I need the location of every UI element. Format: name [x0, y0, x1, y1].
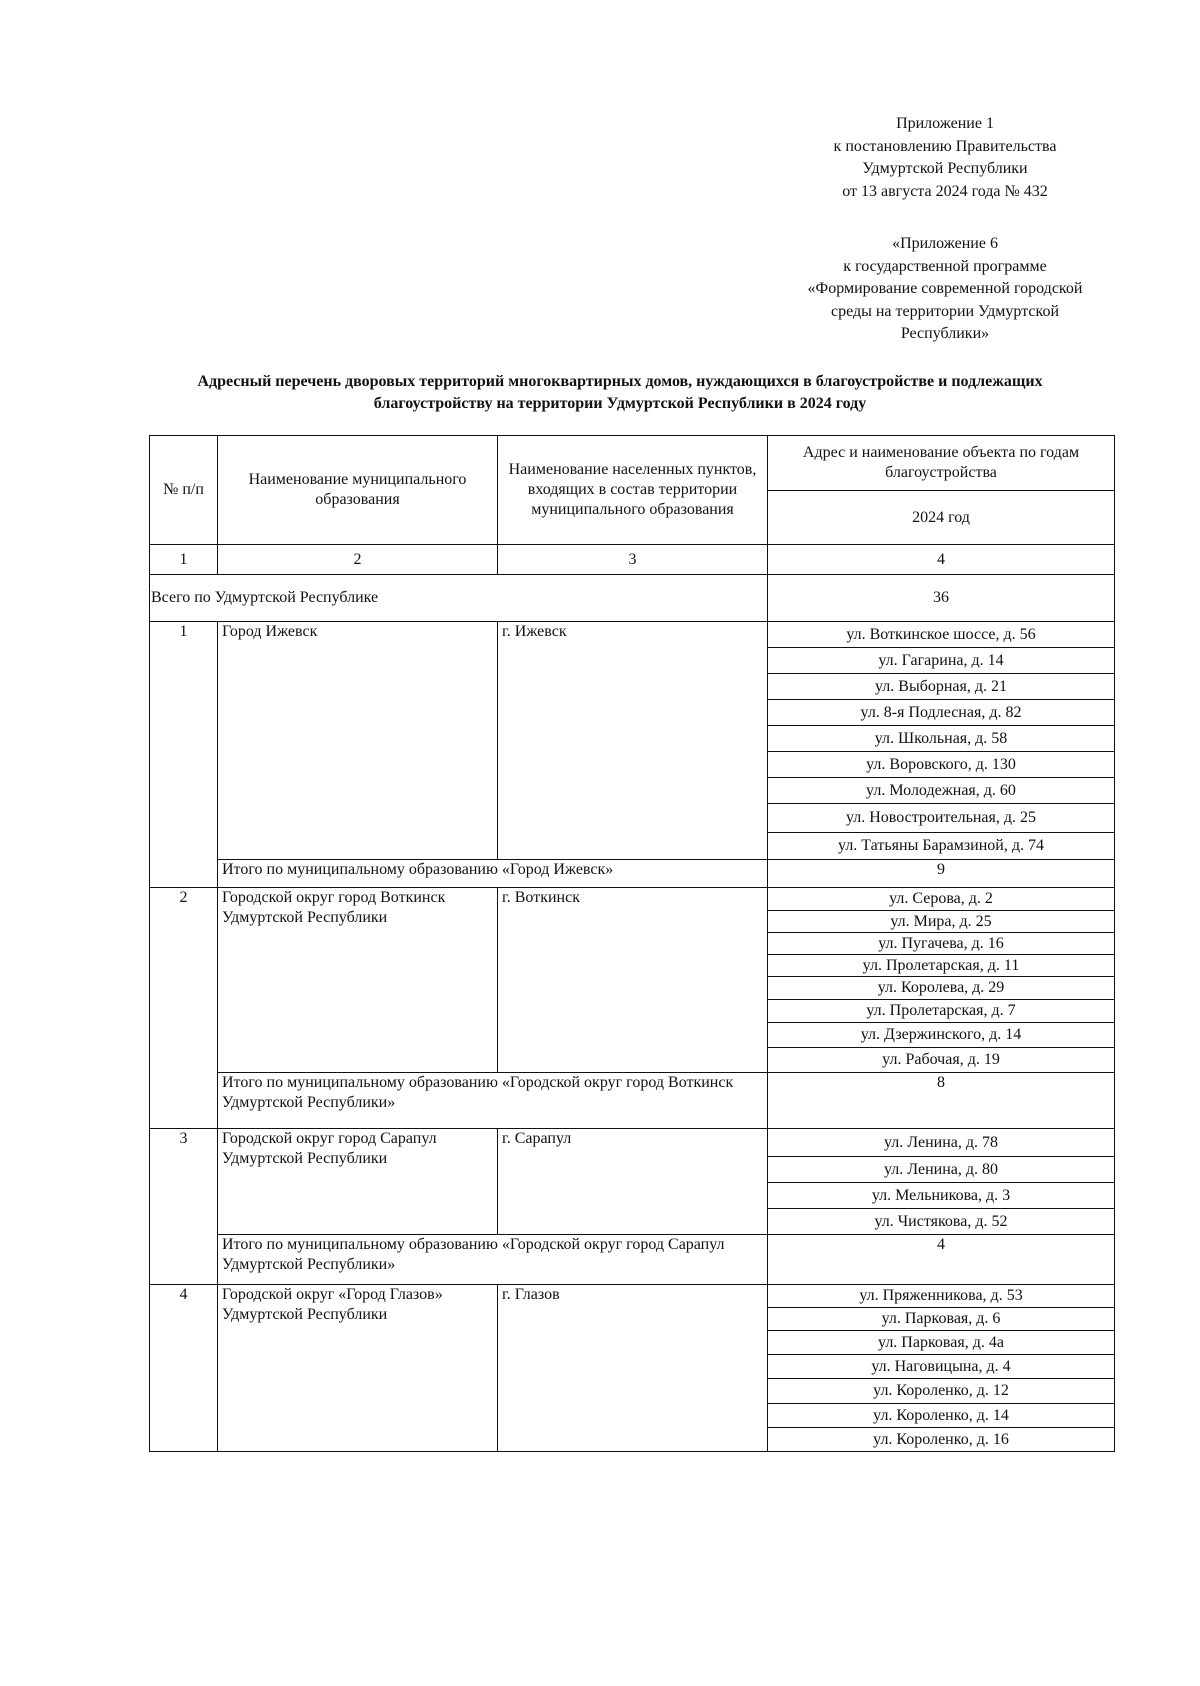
group-number: 3	[150, 1129, 218, 1285]
group-municipality: Городской округ город Воткинск Удмуртской Республики	[218, 888, 498, 1073]
col-number: 1	[150, 545, 218, 575]
document-title-line-1: Адресный перечень дворовых территорий многоквартирных домов, нуждающихся в благоустройстве и подлежащих	[197, 373, 1043, 390]
address-cell: ул. Рабочая, д. 19	[768, 1048, 1115, 1073]
group-settlement: г. Сарапул	[498, 1129, 768, 1235]
address-row	[150, 1285, 1115, 1308]
address-cell: ул. Пряженникова, д. 53	[768, 1285, 1115, 1308]
group-number: 4	[150, 1285, 218, 1452]
appendix-6-line: среды на территории Удмуртской	[830, 302, 1060, 320]
appendix-1-line: Удмуртской Республики	[862, 160, 1028, 177]
header-row	[150, 436, 1115, 491]
group-municipality: Городской округ город Сарапул Удмуртской Республики	[218, 1129, 498, 1235]
header-municipality: Наименование муниципального образования	[218, 436, 498, 545]
appendix-6-line: «Приложение 6	[892, 235, 998, 252]
total-row	[150, 575, 1115, 622]
appendix-6-block	[795, 233, 1095, 346]
appendix-6-line: «Формирование современной городской	[807, 280, 1083, 297]
address-cell: ул. Короленко, д. 16	[768, 1428, 1115, 1452]
address-cell: ул. Пугачева, д. 16	[768, 933, 1115, 955]
group-number: 2	[150, 888, 218, 1129]
subtotal-label: Итого по муниципальному образованию «Городской округ город Сарапул Удмуртской Республики»	[218, 1235, 768, 1285]
address-cell: ул. Серова, д. 2	[768, 888, 1115, 911]
subtotal-value: 9	[768, 860, 1115, 888]
group-settlement: г. Ижевск	[498, 622, 768, 860]
address-cell: ул. Короленко, д. 12	[768, 1379, 1115, 1404]
header-num: № п/п	[150, 436, 218, 545]
column-numbers-row	[150, 545, 1115, 575]
subtotal-label: Итого по муниципальному образованию «Городской округ город Воткинск Удмуртской Республики»	[218, 1073, 768, 1129]
col-number: 4	[768, 545, 1115, 575]
appendix-1-line: Приложение 1	[896, 115, 994, 132]
address-cell: ул. Парковая, д. 6	[768, 1308, 1115, 1331]
appendix-1-line: к постановлению Правительства	[833, 137, 1057, 155]
address-cell: ул. Ленина, д. 80	[768, 1157, 1115, 1183]
address-cell: ул. Дзержинского, д. 14	[768, 1023, 1115, 1048]
address-cell: ул. Мира, д. 25	[768, 911, 1115, 933]
address-cell: ул. Воткинское шоссе, д. 56	[768, 622, 1115, 648]
col-number: 3	[498, 545, 768, 575]
subtotal-row	[150, 1073, 1115, 1129]
appendix-6-line: Республики»	[900, 325, 990, 342]
address-table-body	[150, 436, 1115, 1452]
subtotal-row	[150, 860, 1115, 888]
subtotal-label: Итого по муниципальному образованию «Город Ижевск»	[218, 860, 768, 888]
address-cell: ул. Татьяны Барамзиной, д. 74	[768, 833, 1115, 860]
subtotal-value: 8	[768, 1073, 1115, 1129]
address-cell: ул. Мельникова, д. 3	[768, 1183, 1115, 1209]
address-row	[150, 622, 1115, 648]
address-cell: ул. 8-я Подлесная, д. 82	[768, 700, 1115, 726]
address-cell: ул. Школьная, д. 58	[768, 726, 1115, 752]
col-number: 2	[218, 545, 498, 575]
address-cell: ул. Гагарина, д. 14	[768, 648, 1115, 674]
address-cell: ул. Выборная, д. 21	[768, 674, 1115, 700]
subtotal-row	[150, 1235, 1115, 1285]
document-title-line-2: благоустройству на территории Удмуртской Республики в 2024 году	[373, 395, 867, 412]
group-settlement: г. Глазов	[498, 1285, 768, 1452]
group-settlement: г. Воткинск	[498, 888, 768, 1073]
appendix-1-line: от 13 августа 2024 года № 432	[842, 182, 1048, 200]
document-title	[120, 371, 1120, 415]
header-settlements: Наименование населенных пунктов, входящих в состав территории муниципального образования	[498, 436, 768, 545]
header-address-group: Адрес и наименование объекта по годам благоустройства	[768, 436, 1115, 491]
address-cell: ул. Воровского, д. 130	[768, 752, 1115, 778]
subtotal-value: 4	[768, 1235, 1115, 1285]
address-row	[150, 888, 1115, 911]
address-cell: ул. Пролетарская, д. 7	[768, 1000, 1115, 1023]
address-cell: ул. Пролетарская, д. 11	[768, 955, 1115, 977]
group-number: 1	[150, 622, 218, 888]
address-cell: ул. Ленина, д. 78	[768, 1129, 1115, 1157]
appendix-1-block	[795, 113, 1095, 203]
group-municipality: Городской округ «Город Глазов» Удмуртской Республики	[218, 1285, 498, 1452]
address-cell: ул. Чистякова, д. 52	[768, 1209, 1115, 1235]
address-cell: ул. Молодежная, д. 60	[768, 778, 1115, 804]
address-cell: ул. Наговицына, д. 4	[768, 1355, 1115, 1379]
address-table	[149, 435, 1115, 1452]
address-cell: ул. Короленко, д. 14	[768, 1404, 1115, 1428]
header-year: 2024 год	[768, 491, 1115, 545]
address-cell: ул. Королева, д. 29	[768, 977, 1115, 1000]
total-value: 36	[768, 575, 1115, 622]
address-row	[150, 1129, 1115, 1157]
total-label: Всего по Удмуртской Республике	[150, 575, 768, 622]
address-cell: ул. Парковая, д. 4а	[768, 1331, 1115, 1355]
appendix-6-line: к государственной программе	[843, 257, 1047, 275]
address-cell: ул. Новостроительная, д. 25	[768, 804, 1115, 833]
group-municipality: Город Ижевск	[218, 622, 498, 860]
